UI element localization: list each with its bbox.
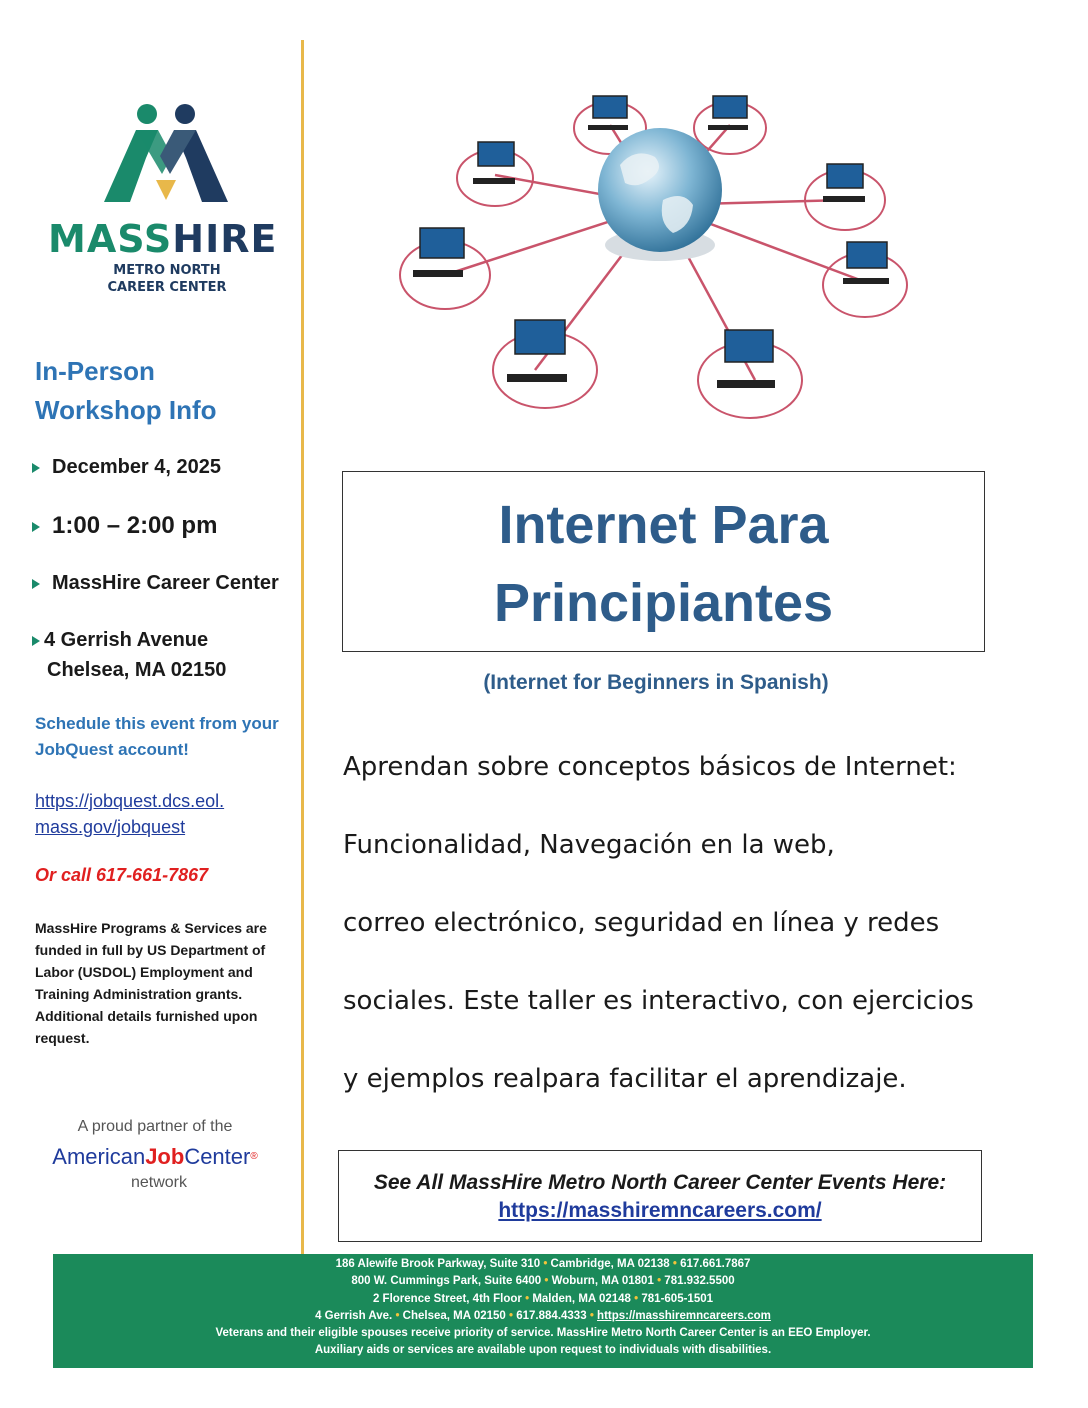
description-line: Aprendan sobre conceptos básicos de Internet: (343, 752, 957, 782)
masshire-wordmark: MASSHIRE (48, 217, 278, 261)
funding-note: MassHire Programs & Services are funded in full by US Department of Labor (USDOL) Employment and Training Administration grants. Additional details furnished upon request. (35, 920, 267, 1046)
logo-subtitle: METRO NORTH CAREER CENTER (107, 263, 227, 295)
american-job-center-wordmark: AmericanJobCenter® (52, 1144, 258, 1169)
info-date: December 4, 2025 (32, 456, 302, 479)
page-subtitle: (Internet for Beginners in Spanish) (483, 671, 829, 694)
workshop-info-heading: In-Person Workshop Info (35, 356, 217, 425)
description-line: correo electrónico, seguridad en línea y redes (343, 908, 940, 938)
info-time: 1:00 – 2:00 pm (32, 512, 302, 540)
footer-website-link[interactable]: https://masshiremncareers.com (597, 1309, 771, 1322)
partner-tagline: A proud partner of the (77, 1118, 233, 1135)
call-phone: Or call 617-661-7867 (35, 865, 209, 885)
triangle-bullet-icon (32, 522, 40, 532)
footer-office-line: 186 Alewife Brook Parkway, Suite 310 • Cambridge, MA 02138 • 617.661.7867 (335, 1258, 751, 1270)
footer-accessibility-note: Auxiliary aids or services are available upon request to individuals with disabilities. (314, 1344, 772, 1357)
workshop-description (343, 740, 1033, 1130)
title-box (342, 471, 985, 652)
footer-office-line: 800 W. Cummings Park, Suite 6400 • Woburn, MA 01801 • 781.932.5500 (351, 1275, 735, 1288)
schedule-note: Schedule this event from your JobQuest account! (35, 714, 279, 759)
info-address: 4 Gerrish Avenue Chelsea, MA 02150 (32, 625, 302, 685)
triangle-bullet-icon (32, 636, 40, 646)
partner-network-label: network (130, 1174, 188, 1191)
description-line: sociales. Este taller es interactivo, con ejercicios (343, 986, 974, 1016)
events-box (338, 1150, 982, 1242)
footer-contact-bar (53, 1254, 1033, 1368)
masshire-people-icon (100, 100, 232, 210)
info-venue: MassHire Career Center (32, 572, 302, 595)
footer-office-line: 4 Gerrish Ave. • Chelsea, MA 02150 • 617.884.4333 • https://masshiremncareers.com (315, 1309, 771, 1322)
triangle-bullet-icon (32, 463, 40, 473)
triangle-bullet-icon (32, 579, 40, 589)
events-link[interactable]: https://masshiremncareers.com/ (498, 1199, 822, 1222)
network-globe-illustration (395, 80, 955, 440)
events-label: See All MassHire Metro North Career Center Events Here: (373, 1171, 947, 1194)
footer-office-line: 2 Florence Street, 4th Floor • Malden, MA 02148 • 781-605-1501 (372, 1292, 714, 1305)
jobquest-link[interactable]: https://jobquest.dcs.eol. mass.gov/jobquest (35, 791, 225, 837)
description-line: Funcionalidad, Navegación en la web, (343, 830, 835, 860)
description-line: y ejemplos realpara facilitar el aprendizaje. (343, 1064, 907, 1094)
ajc-partner-logo (35, 1118, 275, 1192)
page-title: Internet Para Principiantes (493, 495, 834, 633)
footer-eeo-note: Veterans and their eligible spouses receive priority of service. MassHire Metro North Career Center is an EEO Employer. (215, 1327, 871, 1340)
